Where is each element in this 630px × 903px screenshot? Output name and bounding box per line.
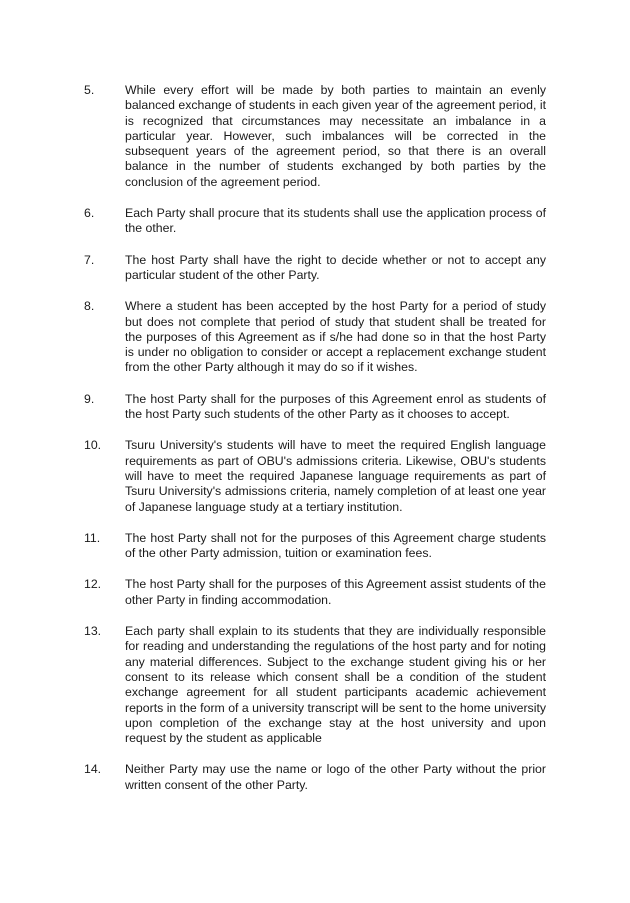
clause-12 — [84, 577, 546, 608]
clause-text: The host Party shall for the purposes of this Agreement assist students of the other Party in finding accommodation. — [125, 577, 546, 607]
clause-number: 6. — [84, 206, 95, 221]
clause-text: Neither Party may use the name or logo of the other Party without the prior written consent of the other Party. — [125, 762, 546, 792]
clause-number: 7. — [84, 252, 95, 267]
clause-number: 10. — [84, 438, 102, 453]
clause-7 — [84, 253, 546, 284]
clause-text: The host Party shall for the purposes of this Agreement enrol as students of the host Party such students of the other Party as it chooses to accept. — [125, 391, 546, 422]
clause-text: The host Party shall not for the purposes of this Agreement charge students of the other Party admission, tuition or examination fees. — [125, 530, 546, 561]
clause-11 — [84, 531, 546, 562]
clause-text: While every effort will be made by both parties to maintain an evenly balanced exchange of students in each given year of the agreement period, it is recognized that circumstances may necessitate an imbalance in a particular year. However, such imbalances will be corrected in the subsequent years of the agreement period, so that there is an overall balance in the number of students exchanged by both parties by the conclusion of the agreement period. — [125, 83, 546, 189]
clause-text: Tsuru University's students will have to meet the required English language requirements as part of OBU's admissions criteria. Likewise, OBU's students will have to meet the required Japanese language requirements as part of Tsuru University's admissions criteria, namely completion of at least one year of Japanese language study at a tertiary institution. — [125, 438, 546, 514]
clause-list — [84, 83, 546, 809]
clause-13 — [84, 624, 546, 746]
clause-5 — [84, 83, 546, 190]
clause-text: Each Party shall procure that its students shall use the application process of the other. — [125, 206, 546, 236]
clause-number: 12. — [84, 577, 102, 592]
clause-text: Where a student has been accepted by the host Party for a period of study but does not complete that period of study that student shall be treated for the purposes of this Agreement as if s/he had done so in that the host Party is under no obligation to consider or accept a replacement exchange student from the other Party although it may do so if it wishes. — [125, 299, 546, 375]
clause-number: 5. — [84, 83, 95, 97]
clause-number: 11. — [84, 530, 101, 545]
clause-9 — [84, 392, 546, 423]
clause-text: Each party shall explain to its students that they are individually responsible for reading and understanding the regulations of the host party and for noting any material differences. Subject to the exchange student giving his or her consent to its release which consent shall be a condition of the student exchange agreement for all student participants academic achievement reports in the form of a university transcript will be sent to the home university upon completion of the exchange stay at the host university and upon request by the student as applicable — [125, 624, 547, 746]
clause-8 — [84, 299, 546, 375]
clause-number: 13. — [84, 624, 102, 639]
clause-6 — [84, 206, 546, 237]
clause-number: 14. — [84, 762, 102, 777]
clause-number: 8. — [84, 299, 95, 314]
clause-14 — [84, 762, 546, 793]
clause-10 — [84, 438, 546, 514]
clause-number: 9. — [84, 391, 95, 406]
clause-text: The host Party shall have the right to decide whether or not to accept any particular student of the other Party. — [125, 252, 546, 282]
